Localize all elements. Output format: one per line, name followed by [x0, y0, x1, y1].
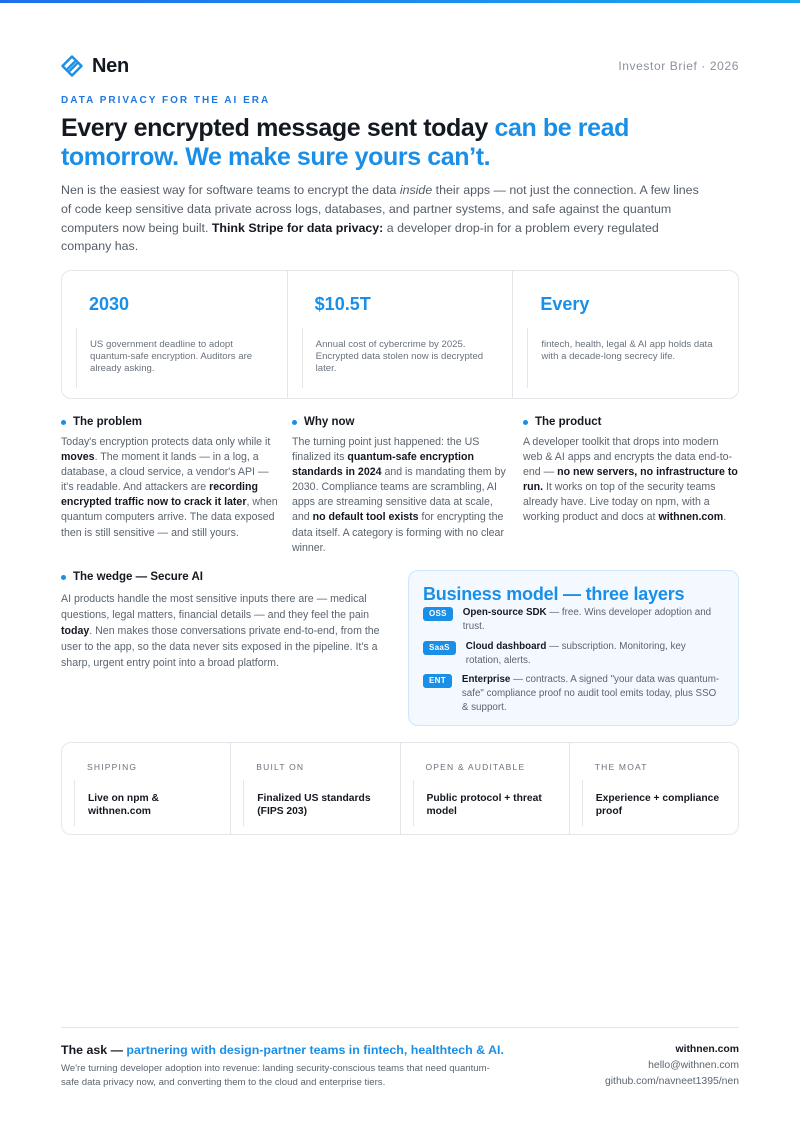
document-tag: Investor Brief · 2026 [618, 59, 739, 73]
wedge-body [61, 591, 391, 671]
tier-desc: — contracts. A signed "your data was quantum-safe" compliance proof no audit tool emits today, plus SSO & support. [461, 674, 720, 713]
fact-label: SHIPPING [87, 762, 138, 772]
repo-link[interactable]: github.com/navneet1395/nen [604, 1076, 739, 1087]
intro-text: their apps — not just the connection. A few lines of code keep sensitive data private across logs, databases, and partner systems, and safe against the quantum computers now being built. [61, 183, 699, 235]
body-text: , when quantum computers arrive. The data exposed then is still sensitive — and still yours. [61, 496, 278, 539]
ask-section [61, 1043, 561, 1089]
stat-card [288, 271, 514, 398]
fact-label: BUILT ON [256, 762, 305, 772]
website-link[interactable]: withnen.com [675, 1044, 739, 1055]
tier-badge: ENT [423, 674, 452, 688]
product-heading [523, 415, 739, 429]
body-bold: today [61, 625, 90, 637]
facts-panel [61, 742, 739, 835]
ask-title [61, 1043, 561, 1057]
wedge-section [61, 570, 391, 671]
fact-card [570, 743, 738, 834]
stat-card [62, 271, 288, 398]
body-text: A developer toolkit that drops into modern web & AI apps and encrypts the data end-to-end — [523, 436, 733, 479]
business-model-panel [408, 570, 739, 726]
fact-card [231, 743, 400, 834]
tier-badge: OSS [423, 607, 453, 621]
footer-divider [61, 1027, 739, 1028]
headline [61, 114, 701, 172]
top-accent-bar [0, 0, 800, 3]
body-text: for encrypting the data itself. A category is forming with no clear winner. [292, 511, 504, 554]
tier-badge: SaaS [423, 641, 456, 655]
wedge-title: The wedge — Secure AI [73, 571, 203, 583]
tier-name: Cloud dashboard [465, 641, 547, 652]
why-now-heading [292, 415, 512, 429]
why-now-body [292, 435, 512, 556]
brand[interactable] [61, 55, 129, 78]
body-bold: quantum-safe encryption standards in 2024 [292, 451, 474, 479]
why-now-title: Why now [304, 416, 355, 428]
business-model-title: Business model — three layers [423, 584, 685, 604]
intro-text: a developer drop-in for a problem every regulated company has. [61, 220, 659, 254]
stat-value: $10.5T [314, 294, 371, 314]
bullet-dot-icon [523, 420, 528, 425]
bullet-dot-icon [61, 575, 66, 580]
ask-body: We're turning developer adoption into revenue: landing security-conscious teams that need quantum-safe data privacy now, and converting them to the cloud and enterprise tiers. [61, 1063, 490, 1088]
ask-lead: The ask — [61, 1043, 127, 1057]
stat-card [513, 271, 738, 398]
intro-paragraph [61, 181, 711, 256]
stat-value: Every [540, 294, 590, 314]
tier-row [423, 640, 723, 668]
fact-value: Finalized US standards (FIPS 203) [243, 780, 383, 826]
problem-section [61, 415, 281, 541]
stat-description: US government deadline to adopt quantum-safe encryption. Auditors are already asking. [76, 328, 262, 388]
tier-text [462, 673, 723, 715]
why-now-section [292, 415, 512, 556]
body-text: It works on top of the security teams already have. Live today on npm, with a working product and docs at [523, 481, 716, 524]
ask-accent: partnering with design-partner teams in fintech, healthtech & AI. [126, 1043, 504, 1057]
eyebrow: DATA PRIVACY FOR THE AI ERA [61, 95, 271, 106]
contact-block [605, 1042, 739, 1090]
intro-emphasis: inside [399, 183, 433, 197]
body-bold: recording encrypted traffic now to crack it later [61, 481, 258, 509]
fact-label: THE MOAT [594, 762, 648, 772]
product-link[interactable]: withnen.com [658, 511, 724, 524]
stat-description: Annual cost of cybercrime by 2025. Encrypted data stolen now is decrypted later. [302, 328, 488, 388]
body-bold: no default tool exists [312, 511, 419, 524]
tier-desc: — subscription. Monitoring, key rotation, alerts. [465, 641, 686, 666]
bullet-dot-icon [292, 420, 297, 425]
body-text: and is mandating them by 2030. Compliance teams are scrambling, AI apps are streaming sensitive data at scale, and [292, 466, 506, 524]
body-text: . The moment it lands — in a log, a database, a cloud service, a vendor's API — it's readable. And attackers are [61, 451, 269, 494]
email-link[interactable]: hello@withnen.com [648, 1060, 739, 1071]
body-text: AI products handle the most sensitive inputs there are — medical questions, legal matters, financial details — and they feel the pain [61, 593, 369, 621]
nen-logo-icon [61, 55, 83, 77]
problem-heading [61, 415, 281, 429]
headline-part-1: Every encrypted message sent today [61, 114, 495, 142]
tier-desc: — free. Wins developer adoption and trust. [462, 607, 712, 632]
body-bold: moves [61, 451, 95, 464]
fact-label: OPEN & AUDITABLE [425, 762, 526, 772]
brand-name: Nen [92, 54, 129, 77]
body-bold: no new servers, no infrastructure to run. [523, 466, 738, 494]
tier-name: Enterprise [461, 674, 511, 685]
body-text: The turning point just happened: the US finalized its [292, 436, 480, 464]
product-title: The product [535, 416, 602, 428]
stats-panel [61, 270, 739, 399]
body-text: . [723, 511, 727, 524]
tier-name: Open-source SDK [462, 607, 547, 618]
tier-text [466, 640, 723, 668]
fact-value: Live on npm & withnen.com [74, 780, 214, 826]
stat-value: 2030 [89, 294, 130, 314]
fact-value: Experience + compliance proof [582, 780, 722, 826]
headline-part-2: can be read tomorrow. We make sure yours can’t. [61, 114, 629, 171]
problem-body [61, 435, 281, 541]
intro-text: Nen is the easiest way for software teams to encrypt the data [61, 183, 400, 197]
fact-value: Public protocol + threat model [413, 780, 553, 826]
intro-bold: Think Stripe for data privacy: [211, 220, 384, 235]
body-text: . Nen makes those conversations private end-to-end, from the user to the app, so the data never sits exposed in the pipeline. It's a sharp, urgent entry point into a broad platform. [61, 625, 380, 669]
product-section [523, 415, 739, 526]
tier-text [463, 606, 723, 634]
tier-row [423, 606, 723, 634]
body-text: Today's encryption protects data only while it [61, 436, 271, 448]
page-header [61, 52, 739, 80]
product-body [523, 435, 739, 526]
wedge-heading [61, 570, 391, 584]
stat-description: fintech, health, legal & AI app holds data with a decade-long secrecy life. [527, 328, 713, 388]
bullet-dot-icon [61, 420, 66, 425]
fact-card [401, 743, 570, 834]
problem-title: The problem [73, 416, 143, 428]
fact-card [62, 743, 231, 834]
tier-row [423, 673, 723, 715]
